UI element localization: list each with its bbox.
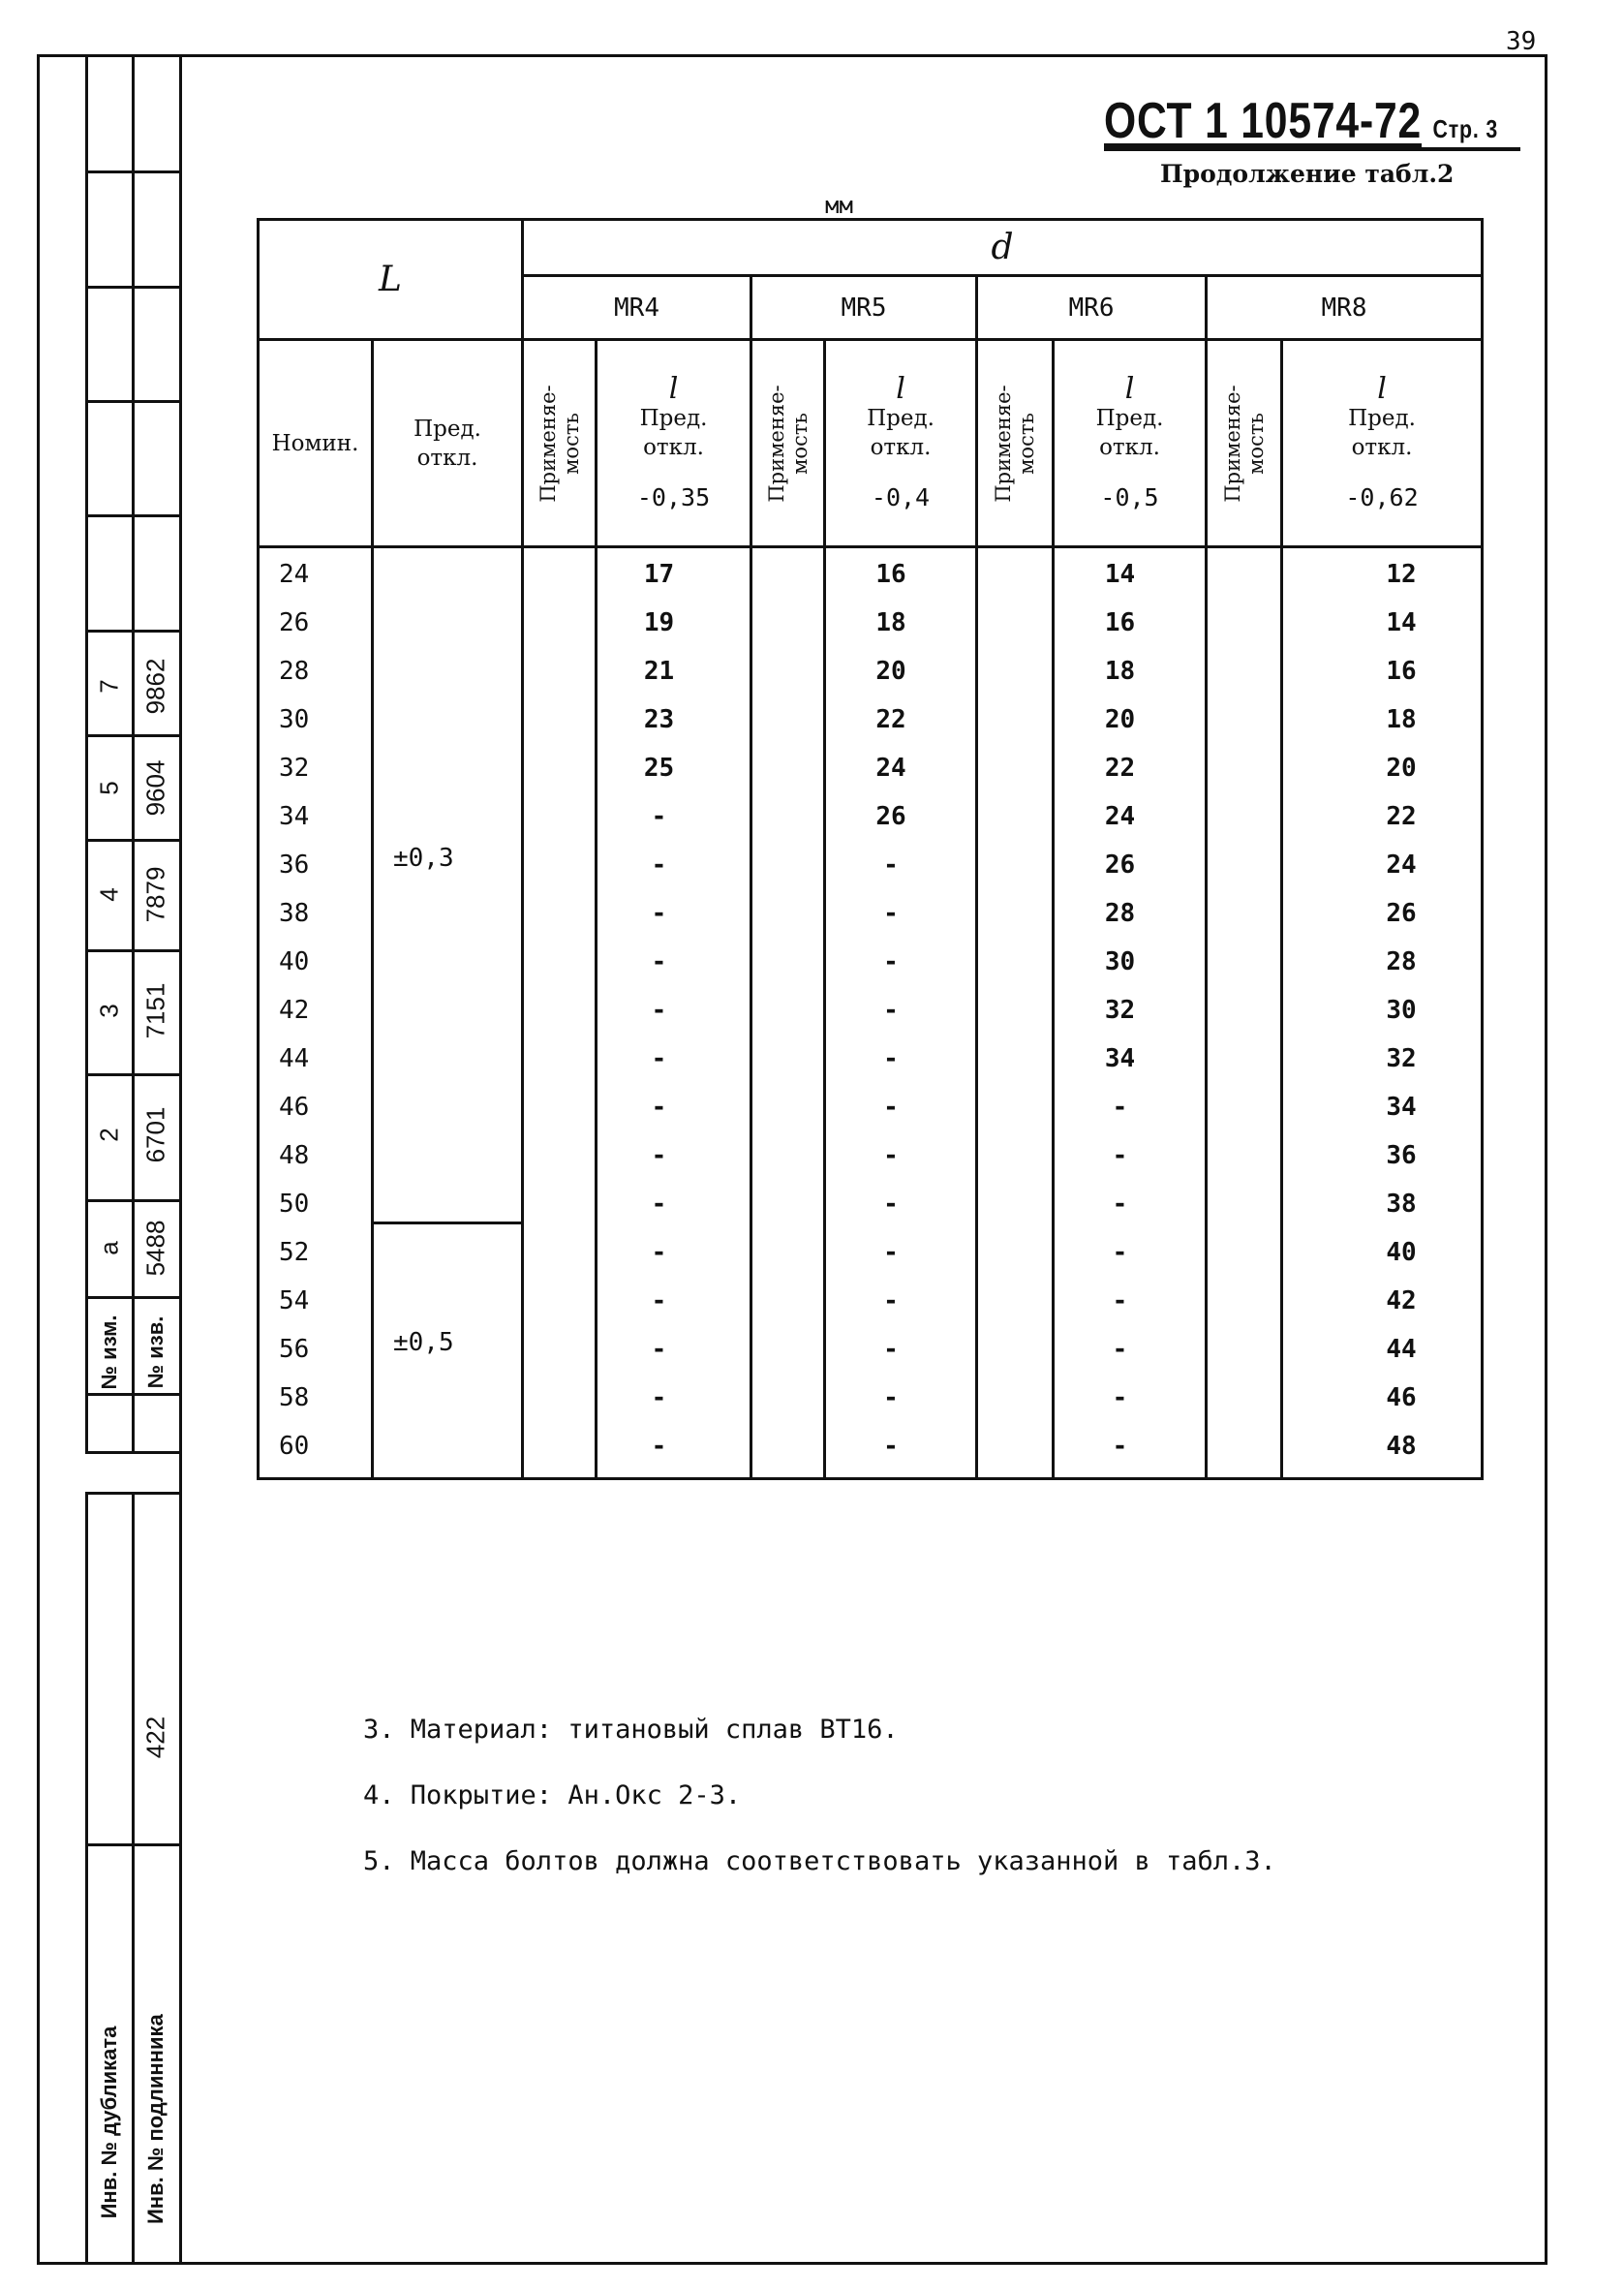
thread-length-value: -	[651, 1383, 667, 1412]
limit-header-text: Пред. откл.	[414, 416, 481, 471]
thread-length-value: -	[883, 1238, 899, 1267]
l-tolerance-value: -0,35	[636, 482, 711, 511]
L-tolerance-column	[373, 547, 523, 1479]
thread-length-value: 16	[1104, 608, 1136, 637]
thread-length-value: 23	[643, 705, 675, 734]
doc-number: 9604	[140, 759, 170, 817]
L-nominal-value: 46	[279, 1093, 310, 1122]
thread-length-value: 38	[1386, 1190, 1417, 1219]
thread-length-value: 40	[1386, 1238, 1417, 1267]
thread-length-value: -	[883, 1335, 899, 1364]
l-tolerance-value: -0,5	[1100, 482, 1159, 511]
L-symbol: L	[379, 260, 402, 299]
L-nominal-value: 38	[279, 899, 310, 928]
thread-values-list	[826, 548, 975, 1470]
L-nominal-value: 58	[279, 1383, 310, 1412]
l-symbol: l	[1124, 371, 1135, 406]
thread-length-value: -	[651, 1432, 667, 1461]
thread-length-value: 30	[1386, 996, 1417, 1025]
thread-length-value: -	[651, 1335, 667, 1364]
thread-length-value: -	[651, 1190, 667, 1219]
l-tolerance-value: -0,62	[1345, 482, 1419, 511]
L-nominal-list	[260, 548, 371, 1470]
margin-divider-bottom	[132, 1492, 135, 2263]
thread-length-value: -	[651, 1093, 667, 1122]
stamp-rule	[85, 1492, 182, 1495]
thread-header: MR4	[523, 276, 751, 340]
table-continuation: Продолжение табл.2	[1160, 160, 1455, 188]
thread-length-value: -	[883, 1141, 899, 1170]
thread-length-value: 20	[875, 657, 906, 686]
L-nominal-value: 26	[279, 608, 310, 637]
stamp-rule	[85, 1073, 182, 1076]
L-nominal-column	[259, 547, 373, 1479]
applicability-text: Применяе-мость	[536, 384, 583, 503]
thread-length-value: -	[651, 1044, 667, 1073]
L-nominal-value: 54	[279, 1286, 310, 1315]
L-tolerance-lower: ±0,5	[393, 1328, 454, 1357]
limit-header-text: Пред. откл.	[1348, 405, 1416, 460]
L-tolerance-upper: ±0,3	[393, 844, 454, 873]
thread-length-value: -	[883, 1432, 899, 1461]
d-header	[523, 220, 1483, 276]
thread-length-value: 14	[1104, 560, 1136, 589]
thread-length-value: -	[883, 947, 899, 976]
L-nominal-value: 56	[279, 1335, 310, 1364]
thread-values-column	[597, 547, 751, 1479]
stamp-rule	[85, 400, 182, 403]
thread-header: MR5	[751, 276, 977, 340]
standard-code-text: ОСТ 1 10574-72	[1104, 93, 1423, 149]
thread-header: MR6	[977, 276, 1207, 340]
thread-length-value: -	[651, 851, 667, 880]
thread-length-value: 20	[1104, 705, 1136, 734]
thread-length-value: 34	[1104, 1044, 1136, 1073]
stamp-rule	[85, 170, 182, 173]
applicability-cell	[977, 547, 1054, 1479]
page-label: Стр. 3	[1432, 114, 1499, 143]
nominal-header	[259, 340, 373, 547]
thread-length-value: -	[651, 802, 667, 831]
L-nominal-value: 24	[279, 560, 310, 589]
thread-length-value: 21	[643, 657, 675, 686]
thread-length-value: 46	[1386, 1383, 1417, 1412]
thread-length-value: -	[651, 1141, 667, 1170]
thread-length-value: -	[1112, 1286, 1128, 1315]
change-number: 5	[94, 781, 124, 795]
margin-divider	[132, 56, 135, 1451]
applicability-text: Применяе-мость	[1220, 384, 1268, 503]
d-symbol: d	[991, 228, 1014, 267]
units-label: мм	[825, 192, 853, 219]
margin-left-border-top	[85, 56, 88, 1451]
applicability-header	[523, 340, 597, 547]
L-nominal-value: 42	[279, 996, 310, 1025]
thread-length-value: -	[883, 1383, 899, 1412]
thread-length-value: -	[651, 947, 667, 976]
thread-length-value: 12	[1386, 560, 1417, 589]
change-header: № изм.	[97, 1315, 121, 1390]
stamp-rule	[85, 1296, 182, 1299]
l-tolerance-value: -0,4	[871, 482, 931, 511]
thread-length-value: 42	[1386, 1286, 1417, 1315]
applicability-header	[751, 340, 825, 547]
margin-stamp	[85, 56, 182, 2263]
change-number: а	[94, 1241, 124, 1255]
limit-header	[373, 340, 523, 547]
margin-left-border-bottom	[85, 1492, 88, 2263]
L-nominal-value: 28	[279, 657, 310, 686]
L-header	[259, 220, 523, 340]
original-inventory-value: 422	[140, 1716, 170, 1759]
thread-length-value: 18	[875, 608, 906, 637]
thread-length-value: 36	[1386, 1141, 1417, 1170]
thread-length-value: -	[1112, 1383, 1128, 1412]
nominal-header-text: Номин.	[271, 431, 359, 456]
page-number: 39	[1506, 27, 1537, 56]
standard-underline	[1104, 147, 1520, 151]
thread-length-value: 22	[1104, 754, 1136, 783]
thread-length-value: 18	[1386, 705, 1417, 734]
thread-length-value: -	[883, 1044, 899, 1073]
L-nominal-value: 50	[279, 1190, 310, 1219]
thread-length-value: 24	[1386, 851, 1417, 880]
thread-length-value: -	[883, 1190, 899, 1219]
thread-length-value: 30	[1104, 947, 1136, 976]
thread-length-value: -	[883, 1093, 899, 1122]
L-nominal-value: 52	[279, 1238, 310, 1267]
l-tolerance-header	[1282, 340, 1483, 547]
thread-length-value: -	[883, 1286, 899, 1315]
L-nominal-value: 36	[279, 851, 310, 880]
duplicate-inventory-label: Инв. № дубликата	[97, 2026, 121, 2219]
thread-length-value: 34	[1386, 1093, 1417, 1122]
l-symbol: l	[1377, 371, 1387, 406]
limit-header-text: Пред. откл.	[639, 405, 708, 460]
thread-length-value: 44	[1386, 1335, 1417, 1364]
doc-number: 9862	[140, 658, 170, 715]
L-nominal-value: 34	[279, 802, 310, 831]
thread-header: MR8	[1207, 276, 1483, 340]
thread-length-value: -	[883, 851, 899, 880]
stamp-rule	[85, 1451, 182, 1454]
thread-values-list	[1283, 548, 1481, 1470]
thread-length-value: 20	[1386, 754, 1417, 783]
thread-length-value: -	[1112, 1190, 1128, 1219]
thread-values-column	[1054, 547, 1207, 1479]
thread-length-value: 18	[1104, 657, 1136, 686]
thread-length-value: 14	[1386, 608, 1417, 637]
limit-header-text: Пред. откл.	[1095, 405, 1164, 460]
thread-length-value: -	[1112, 1335, 1128, 1364]
thread-length-value: -	[651, 996, 667, 1025]
thread-length-value: -	[1112, 1141, 1128, 1170]
thread-length-value: 22	[875, 705, 906, 734]
thread-length-value: 32	[1104, 996, 1136, 1025]
thread-length-value: -	[651, 899, 667, 928]
thread-length-value: 19	[643, 608, 675, 637]
stamp-rule	[85, 514, 182, 517]
stamp-rule	[85, 1199, 182, 1202]
thread-length-value: -	[883, 899, 899, 928]
thread-length-value: -	[883, 996, 899, 1025]
l-tolerance-header	[825, 340, 977, 547]
thread-values-list	[598, 548, 750, 1470]
stamp-rule	[85, 839, 182, 842]
applicability-text: Применяе-мость	[764, 384, 812, 503]
applicability-cell	[523, 547, 597, 1479]
stamp-rule	[85, 286, 182, 289]
l-symbol: l	[896, 371, 905, 406]
L-nominal-value: 40	[279, 947, 310, 976]
L-nominal-value: 44	[279, 1044, 310, 1073]
doc-number: 6701	[140, 1106, 170, 1163]
note-mass: 5. Масса болтов должна соответствовать указанной в табл.3.	[363, 1846, 1276, 1876]
L-nominal-value: 48	[279, 1141, 310, 1170]
applicability-text: Применяе-мость	[992, 384, 1038, 503]
change-number: 3	[94, 1004, 124, 1018]
thread-length-value: 26	[1386, 899, 1417, 928]
l-tolerance-header	[1054, 340, 1207, 547]
thread-length-value: -	[1112, 1238, 1128, 1267]
thread-values-column	[1282, 547, 1483, 1479]
thread-length-value: 26	[1104, 851, 1136, 880]
thread-length-value: -	[651, 1238, 667, 1267]
margin-right-border	[179, 56, 182, 2263]
thread-length-value: 16	[1386, 657, 1417, 686]
change-number: 4	[94, 887, 124, 902]
doc-number: 7879	[140, 866, 170, 923]
thread-length-value: 28	[1104, 899, 1136, 928]
L-nominal-value: 32	[279, 754, 310, 783]
stamp-rule	[85, 734, 182, 737]
thread-length-value: 26	[875, 802, 906, 831]
thread-length-value: 28	[1386, 947, 1417, 976]
limit-header-text: Пред. откл.	[867, 405, 935, 460]
original-inventory-label: Инв. № подлинника	[143, 2014, 168, 2224]
change-number: 7	[94, 679, 124, 694]
stamp-rule	[85, 1843, 182, 1846]
thread-length-value: 25	[643, 754, 675, 783]
thread-length-value: 17	[643, 560, 675, 589]
thread-length-value: 22	[1386, 802, 1417, 831]
thread-length-value: 32	[1386, 1044, 1417, 1073]
l-symbol: l	[668, 371, 679, 406]
applicability-header	[1207, 340, 1282, 547]
tolerance-divider	[374, 1222, 521, 1224]
doc-header: № изв.	[143, 1315, 168, 1389]
thread-length-value: -	[1112, 1432, 1128, 1461]
thread-length-value: 24	[875, 754, 906, 783]
doc-number: 7151	[140, 982, 170, 1039]
applicability-cell	[1207, 547, 1282, 1479]
thread-length-value: 16	[875, 560, 906, 589]
thread-length-value: -	[651, 1286, 667, 1315]
applicability-cell	[751, 547, 825, 1479]
change-number: 2	[94, 1128, 124, 1142]
l-tolerance-header	[597, 340, 751, 547]
L-nominal-value: 30	[279, 705, 310, 734]
dimensions-table	[257, 218, 1484, 1480]
L-nominal-value: 60	[279, 1432, 310, 1461]
stamp-rule	[85, 630, 182, 633]
thread-length-value: 24	[1104, 802, 1136, 831]
standard-code	[1104, 92, 1498, 150]
applicability-header	[977, 340, 1054, 547]
thread-length-value: 48	[1386, 1432, 1417, 1461]
note-coating: 4. Покрытие: Ан.Окс 2-3.	[363, 1780, 742, 1810]
stamp-rule	[85, 949, 182, 952]
thread-values-column	[825, 547, 977, 1479]
note-material: 3. Материал: титановый сплав ВТ16.	[363, 1715, 899, 1745]
doc-number: 5488	[140, 1220, 170, 1277]
thread-length-value: -	[1112, 1093, 1128, 1122]
thread-values-list	[1055, 548, 1205, 1470]
